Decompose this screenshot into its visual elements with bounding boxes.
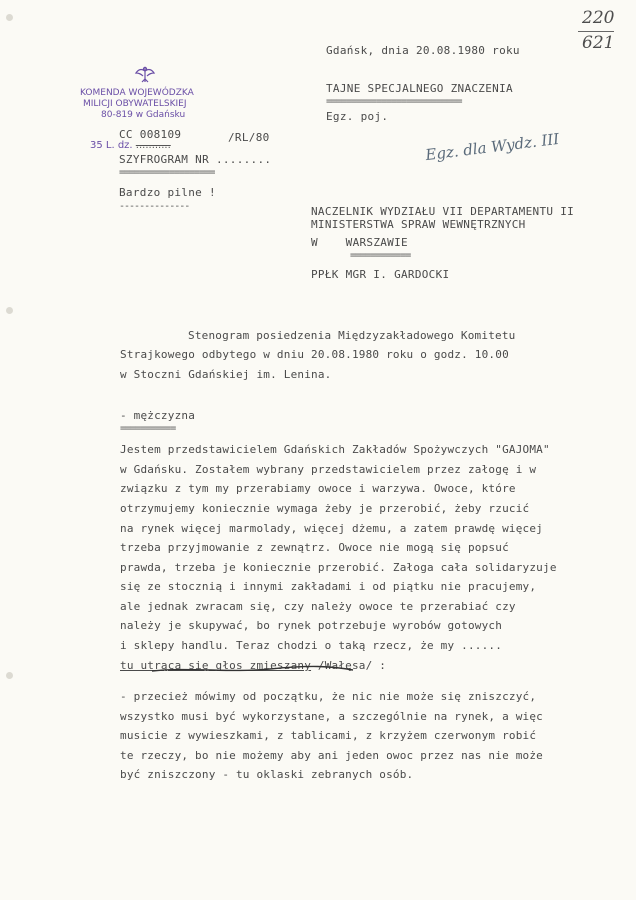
eagle-emblem-icon bbox=[134, 64, 156, 86]
classification: TAJNE SPECJALNEGO ZNACZENIA bbox=[326, 82, 513, 95]
punch-hole bbox=[6, 14, 13, 21]
reply-line-2: wszystko musi być wykorzystane, a szczególnie na rynek, a więc bbox=[120, 710, 543, 723]
urgency-underline: -------------- bbox=[119, 201, 190, 212]
place-date: Gdańsk, dnia 20.08.1980 roku bbox=[326, 44, 520, 57]
statement-line-7: prawda, trzeba je koniecznie przerobić. Załoga cała solidaryzuje bbox=[120, 561, 557, 574]
statement-line-8: się ze stocznią i innymi zakładami i od piątku nie pracujemy, bbox=[120, 580, 537, 593]
reply-line-3: musicie z wywieszkami, z tablicami, z krzyżem czerwonym robić bbox=[120, 729, 537, 742]
recipient-line-4: PPŁK MGR I. GARDOCKI bbox=[311, 268, 450, 281]
statement-line-2: w Gdańsku. Zostałem wybrany przedstawicielem przez załogę i w bbox=[120, 463, 537, 476]
statement-line-5: na rynek więcej marmolady, więcej dżemu, a zatem prawdę więcej bbox=[120, 522, 543, 535]
speaker-label: - mężczyzna bbox=[120, 409, 196, 422]
statement-line-1: Jestem przedstawicielem Gdańskich Zakładów Spożywczych "GAJOMA" bbox=[120, 443, 550, 456]
recipient-line-3 bbox=[311, 236, 408, 249]
punch-hole bbox=[6, 672, 13, 679]
statement-line-9: ale jednak zwracam się, czy należy owoce te przerabiać czy bbox=[120, 600, 516, 613]
statement-line-10: należy je skupywać, bo rynek potrzebuje wyrobów gotowych bbox=[120, 619, 503, 632]
reply-line-4: te rzeczy, bo nie możemy aby ani jeden owoc przez nas nie może bbox=[120, 749, 543, 762]
urgency-label: Bardzo pilne ! bbox=[119, 186, 216, 199]
speaker-underline: =========== bbox=[120, 423, 176, 434]
intro-line-3: w Stoczni Gdańskiej im. Lenina. bbox=[120, 368, 332, 381]
recipient-city-underline: ============ bbox=[350, 250, 411, 261]
cipher-label bbox=[119, 153, 271, 166]
reference-suffix: /RL/80 bbox=[228, 131, 270, 144]
page-number-divider bbox=[578, 31, 614, 32]
copy-note: Egz. poj. bbox=[326, 110, 389, 123]
stamp-line-3: 80-819 w Gdańsku bbox=[101, 110, 186, 120]
page-number-bottom: 621 bbox=[582, 33, 615, 53]
stamp-line-1: KOMENDA WOJEWÓDZKA bbox=[80, 88, 194, 98]
interruption-speaker: /Wałęsa/ : bbox=[317, 659, 387, 672]
reference-struck: ........... bbox=[135, 140, 171, 151]
reply-line-1: - przecież mówimy od początku, że nic nie może się zniszczyć, bbox=[120, 690, 537, 703]
statement-line-11: i sklepy handlu. Teraz chodzi o taką rzecz, że my ...... bbox=[120, 639, 503, 652]
reference-number: CC 008109 bbox=[119, 128, 182, 141]
page-number-top: 220 bbox=[582, 8, 615, 28]
intro-line-1: Stenogram posiedzenia Międzyzakładowego Komitetu bbox=[188, 329, 516, 342]
strike-scribble bbox=[150, 663, 355, 675]
statement-line-6: trzeba przyjmowanie z zewnątrz. Owoce nie mogą się popsuć bbox=[120, 541, 509, 554]
reply-line-5: być zniszczony - tu oklaski zebranych osób. bbox=[120, 768, 414, 781]
cipher-label-text: SZYFROGRAM NR bbox=[119, 153, 209, 166]
reference-prefix-text: 35 L. dz. bbox=[90, 140, 133, 151]
interruption-struck: tu utrąca się głos zmieszany bbox=[120, 659, 312, 672]
recipient-line-1: NACZELNIK WYDZIAŁU VII DEPARTAMENTU II bbox=[311, 205, 575, 218]
stamp-line-2: MILICJI OBYWATELSKIEJ bbox=[83, 99, 187, 109]
handwritten-note: Egz. dla Wydz. III bbox=[424, 129, 561, 165]
statement-line-3: związku z tym my przerabiamy owoce i warzywa. Owoce, które bbox=[120, 482, 516, 495]
intro-line-2: Strajkowego odbytego w dniu 20.08.1980 roku o godz. 10.00 bbox=[120, 348, 509, 361]
recipient-city: WARSZAWIE bbox=[345, 236, 408, 249]
punch-hole bbox=[6, 307, 13, 314]
classification-underline: =========================== bbox=[326, 96, 462, 107]
reference-prefix bbox=[90, 140, 171, 151]
cipher-dots: ........ bbox=[215, 153, 272, 166]
cipher-underline: =================== bbox=[119, 167, 215, 178]
recipient-line-2: MINISTERSTWA SPRAW WEWNĘTRZNYCH bbox=[311, 218, 526, 231]
statement-line-4: otrzymujemy koniecznie wymaga żeby je przerobić, żeby rzucić bbox=[120, 502, 530, 515]
recipient-city-prefix: W bbox=[311, 236, 318, 249]
